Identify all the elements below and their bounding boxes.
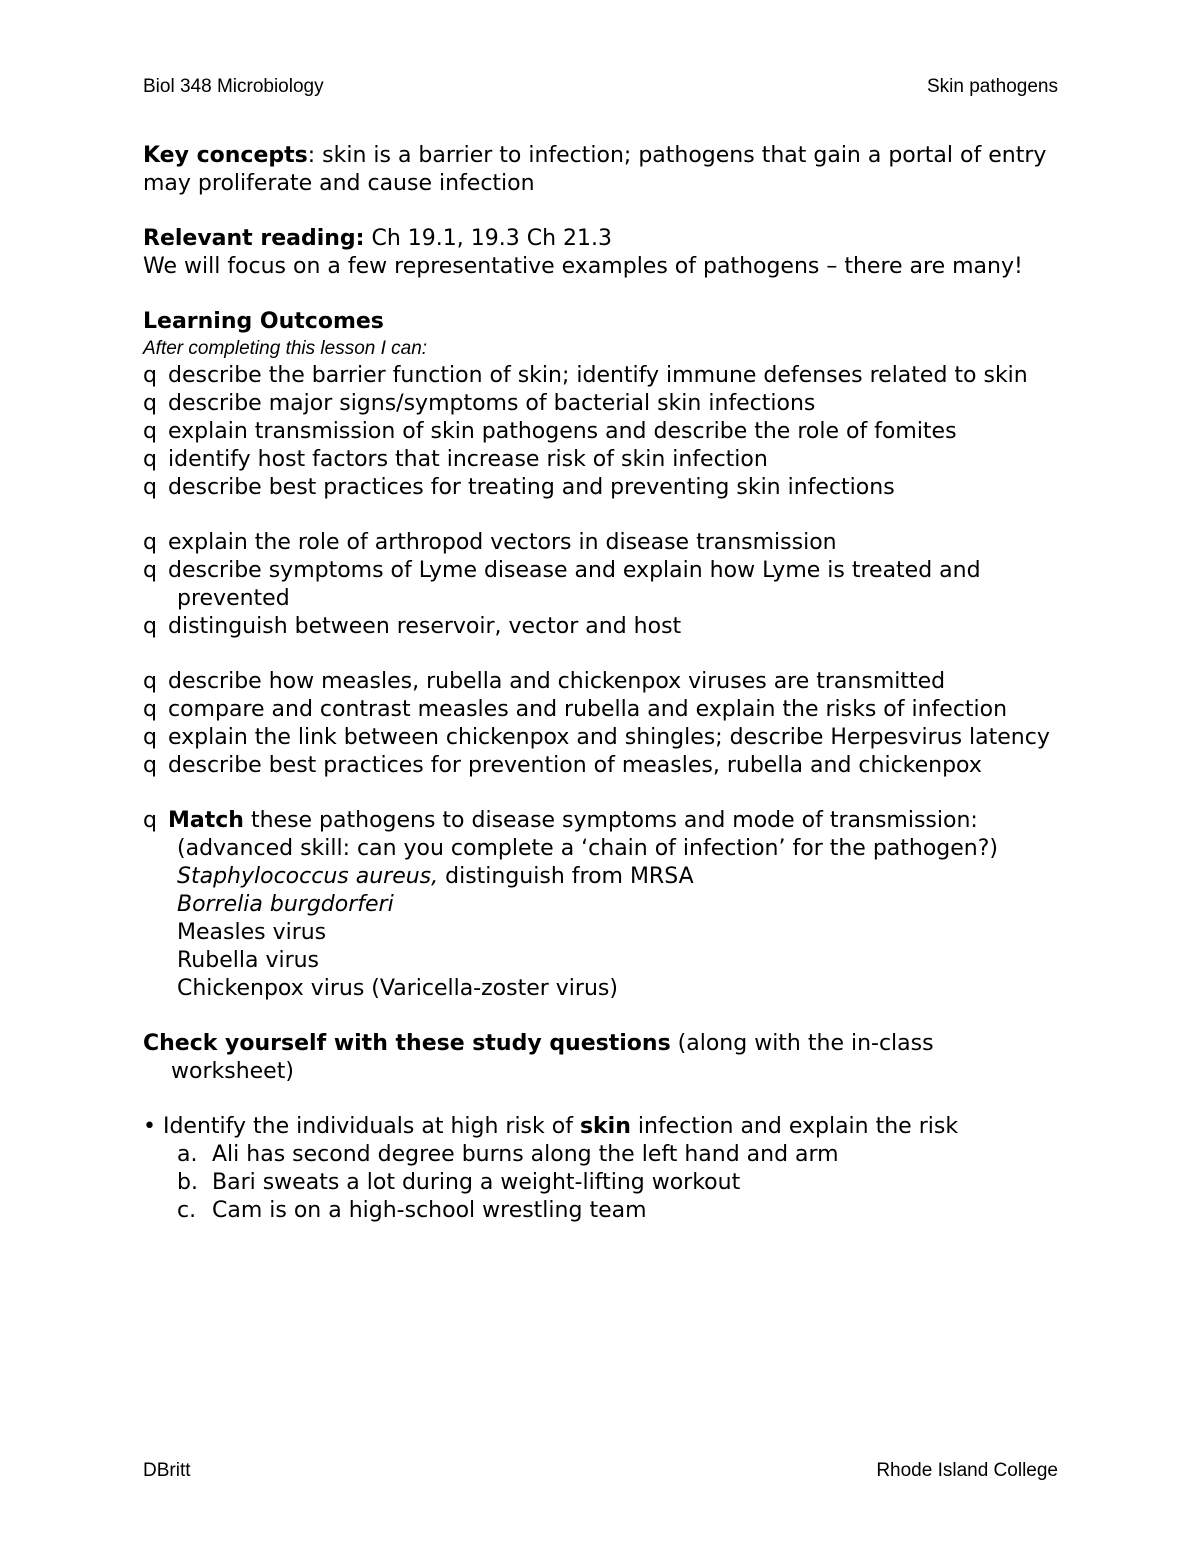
relevant-reading: [143, 225, 1063, 253]
outcome-item-match: [143, 807, 1063, 835]
outcome-text: explain the link between chickenpox and shingles; describe Herpesvirus latency: [168, 725, 1050, 750]
pathogen-item: Chickenpox virus (Varicella-zoster virus): [177, 976, 618, 1001]
outcome-text: describe best practices for prevention of measles, rubella and chickenpox: [168, 753, 982, 778]
checkbox-icon: q: [143, 669, 157, 694]
relevant-reading-chapters: Ch 19.1, 19.3 Ch 21.3: [364, 226, 612, 251]
study-question-emphasis: skin: [579, 1114, 631, 1139]
footer-institution: Rhode Island College: [876, 1460, 1058, 1481]
check-yourself: [143, 1030, 1063, 1086]
document-body: [143, 142, 1063, 1225]
checkbox-icon: q: [143, 558, 157, 583]
checkbox-icon: q: [143, 530, 157, 555]
outcome-item: [143, 446, 1063, 474]
pathogen-staph-note: distinguish from MRSA: [438, 864, 694, 889]
outcome-item: [143, 362, 1063, 390]
outcome-text: distinguish between reservoir, vector and host: [168, 614, 682, 639]
header-course: Biol 348 Microbiology: [143, 76, 324, 97]
learning-outcomes-intro: After completing this lesson I can:: [143, 338, 428, 359]
outcome-text: explain the role of arthropod vectors in disease transmission: [168, 530, 837, 555]
bullet-icon: •: [143, 1114, 156, 1139]
outcome-item: [143, 724, 1063, 752]
option-text: Ali has second degree burns along the left hand and arm: [212, 1142, 839, 1167]
checkbox-icon: q: [143, 808, 157, 833]
option-letter: b.: [177, 1170, 198, 1195]
outcomes-group-viruses: [143, 668, 1063, 780]
study-question-options: [143, 1141, 1063, 1225]
key-concepts-label: Key concepts: [143, 143, 308, 168]
pathogen-item: Measles virus: [177, 920, 327, 945]
relevant-reading-label: Relevant reading:: [143, 226, 365, 251]
outcomes-group-skin: [143, 362, 1063, 502]
checkbox-icon: q: [143, 614, 157, 639]
outcome-text: describe best practices for treating and preventing skin infections: [168, 475, 895, 500]
outcome-item: [143, 474, 1063, 502]
option-letter: a.: [177, 1142, 198, 1167]
outcome-text: describe the barrier function of skin; identify immune defenses related to skin: [168, 363, 1028, 388]
outcomes-group-lyme: [143, 529, 1063, 641]
option-item: [143, 1197, 1063, 1225]
study-question-text: Identify the individuals at high risk of: [155, 1114, 580, 1139]
option-text: Bari sweats a lot during a weight-lifting workout: [212, 1170, 741, 1195]
outcome-item: [143, 752, 1063, 780]
option-letter: c.: [177, 1198, 197, 1223]
outcome-item: [143, 696, 1063, 724]
outcome-text: identify host factors that increase risk of skin infection: [168, 447, 768, 472]
checkbox-icon: q: [143, 447, 157, 472]
footer-author: DBritt: [143, 1460, 191, 1481]
pathogen-staph: [143, 863, 1063, 891]
checkbox-icon: q: [143, 391, 157, 416]
checkbox-icon: q: [143, 363, 157, 388]
reading-note: We will focus on a few representative examples of pathogens – there are many!: [143, 254, 1023, 279]
advanced-skill: (advanced skill: can you complete a ‘chain of infection’ for the pathogen?): [177, 836, 999, 861]
option-text: Cam is on a high-school wrestling team: [212, 1198, 647, 1223]
study-question: [143, 1113, 1063, 1141]
pathogen-borrelia: Borrelia burgdorferi: [177, 892, 394, 917]
checkbox-icon: q: [143, 725, 157, 750]
key-concepts: [143, 142, 1063, 198]
key-concepts-text: : skin is a barrier to infection; pathogens that gain a portal of entry may proliferate and cause infection: [143, 143, 1047, 196]
header-topic: Skin pathogens: [927, 76, 1058, 97]
option-item: [143, 1141, 1063, 1169]
outcome-text: describe major signs/symptoms of bacterial skin infections: [168, 391, 816, 416]
outcome-text: compare and contrast measles and rubella and explain the risks of infection: [168, 697, 1008, 722]
outcome-item: [143, 613, 1063, 641]
match-pathogens: [143, 807, 1063, 1003]
study-question-text-end: infection and explain the risk: [630, 1114, 959, 1139]
checkbox-icon: q: [143, 753, 157, 778]
outcome-item: [143, 529, 1063, 557]
outcome-item: [143, 390, 1063, 418]
outcome-text: describe how measles, rubella and chickenpox viruses are transmitted: [168, 669, 946, 694]
learning-outcomes-heading: Learning Outcomes: [143, 309, 384, 334]
checkbox-icon: q: [143, 419, 157, 444]
match-label: Match: [168, 808, 244, 833]
match-text: these pathogens to disease symptoms and mode of transmission:: [243, 808, 978, 833]
outcome-item: [143, 668, 1063, 696]
checkbox-icon: q: [143, 475, 157, 500]
pathogen-staph-name: Staphylococcus aureus,: [177, 864, 439, 889]
option-item: [143, 1169, 1063, 1197]
check-yourself-text: (along with the in-class worksheet): [171, 1031, 934, 1084]
outcome-text: explain transmission of skin pathogens and describe the role of fomites: [168, 419, 957, 444]
check-yourself-label: Check yourself with these study questions: [143, 1031, 671, 1056]
pathogen-item: Rubella virus: [177, 948, 320, 973]
outcome-item: [143, 557, 1063, 613]
outcome-text: describe symptoms of Lyme disease and explain how Lyme is treated and prevented: [168, 558, 981, 611]
outcome-item: [143, 418, 1063, 446]
checkbox-icon: q: [143, 697, 157, 722]
